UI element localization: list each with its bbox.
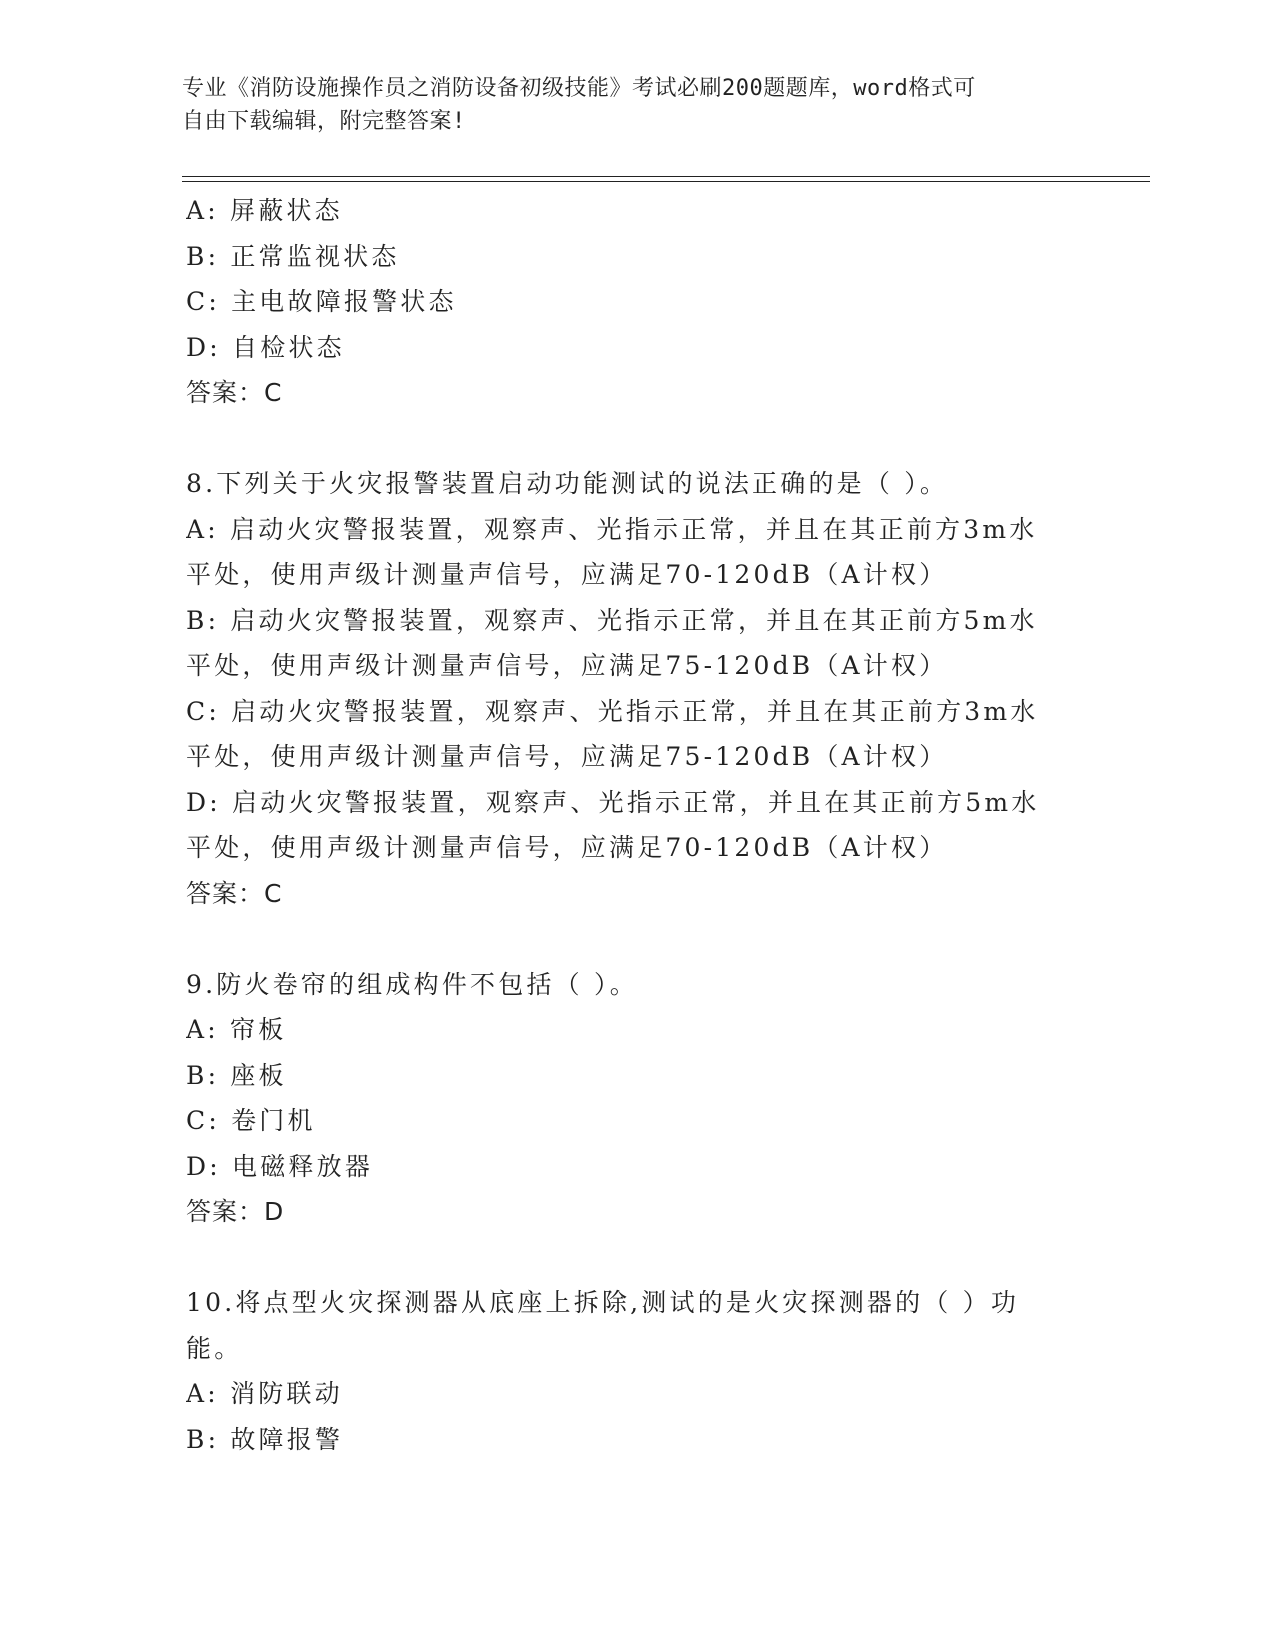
option-b: B: 故障报警 — [186, 1424, 344, 1454]
header-line-2: 自由下载编辑，附完整答案! — [182, 109, 466, 134]
option-b: B: 正常监视状态 — [186, 241, 400, 271]
option-c: C: 卷门机 — [186, 1106, 316, 1135]
option-d-line-1: D: 启动火灾警报装置，观察声、光指示正常，并且在其正前方5m水 — [186, 787, 1040, 817]
spacer — [186, 1235, 1066, 1281]
question-10 — [186, 1280, 1066, 1462]
question-stem: 8.下列关于火灾报警装置启动功能测试的说法正确的是（ ）。 — [186, 469, 949, 498]
question-stem-line-2: 能。 — [186, 1333, 243, 1363]
spacer — [186, 416, 1066, 462]
option-a: A: 消防联动 — [186, 1379, 343, 1408]
option-b-line-1: B: 启动火灾警报装置，观察声、光指示正常，并且在其正前方5m水 — [186, 605, 1038, 635]
question-8 — [186, 461, 1066, 916]
option-c-line-1: C: 启动火灾警报装置，观察声、光指示正常，并且在其正前方3m水 — [186, 696, 1039, 726]
question-7-tail — [186, 188, 1066, 416]
option-d: D: 自检状态 — [186, 332, 345, 362]
answer: 答案：C — [186, 378, 283, 407]
header-divider-bottom — [182, 181, 1150, 182]
option-d: D: 电磁释放器 — [186, 1151, 374, 1181]
document-header — [182, 72, 1062, 138]
option-c: C: 主电故障报警状态 — [186, 287, 457, 316]
header-line-1: 专业《消防设施操作员之消防设备初级技能》考试必刷200题题库，word格式可 — [182, 76, 976, 101]
question-9 — [186, 962, 1066, 1235]
answer: 答案：C — [186, 878, 283, 908]
option-b: B: 座板 — [186, 1060, 287, 1090]
spacer — [186, 916, 1066, 962]
option-c-line-2: 平处，使用声级计测量声信号，应满足75-120dB（A计权） — [186, 742, 948, 771]
option-a-line-2: 平处，使用声级计测量声信号，应满足70-120dB（A计权） — [186, 560, 948, 589]
header-divider-top — [182, 176, 1150, 177]
question-stem-line-1: 10.将点型火灾探测器从底座上拆除,测试的是火灾探测器的（ ）功 — [186, 1288, 1020, 1317]
answer: 答案：D — [186, 1197, 285, 1226]
option-a-line-1: A: 启动火灾警报装置，观察声、光指示正常，并且在其正前方3m水 — [186, 514, 1038, 544]
option-b-line-2: 平处，使用声级计测量声信号，应满足75-120dB（A计权） — [186, 651, 948, 680]
option-a: A: 屏蔽状态 — [186, 196, 343, 225]
question-stem: 9.防火卷帘的组成构件不包括（ ）。 — [186, 969, 638, 999]
question-list — [186, 188, 1066, 1462]
option-a: A: 帘板 — [186, 1015, 287, 1044]
option-d-line-2: 平处，使用声级计测量声信号，应满足70-120dB（A计权） — [186, 833, 948, 862]
